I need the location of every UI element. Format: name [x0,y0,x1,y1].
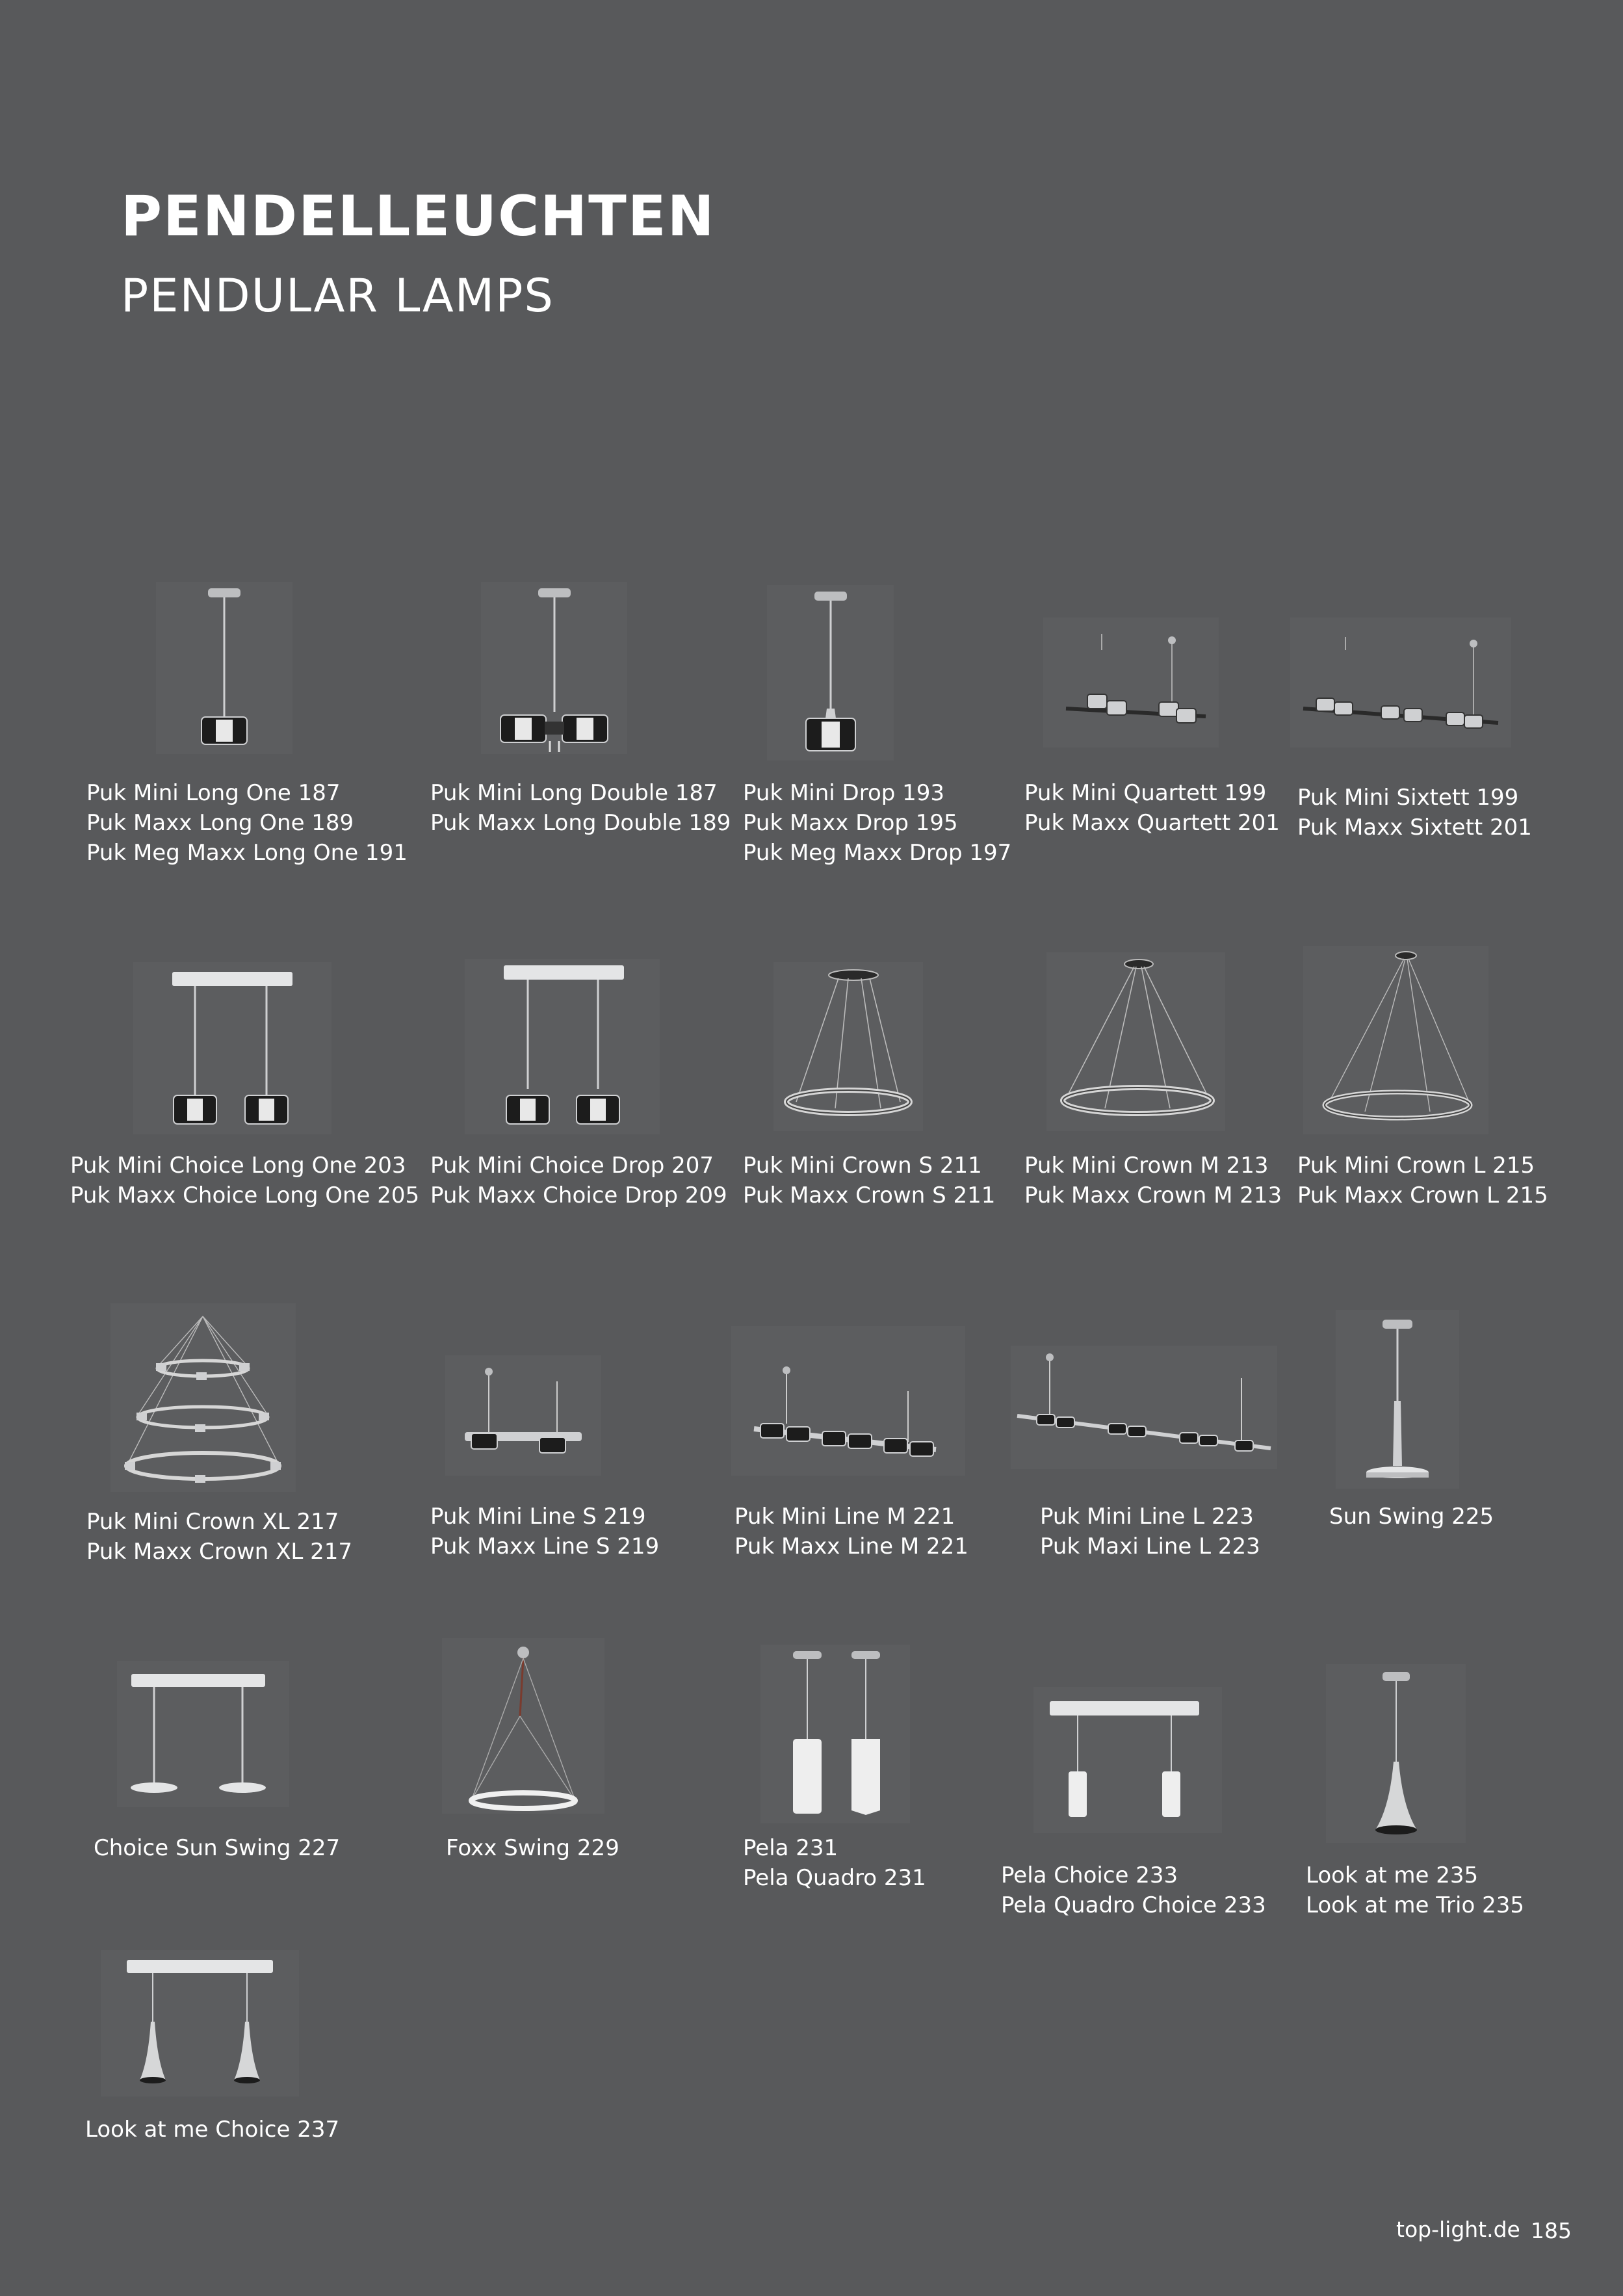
line-s-icon [445,1355,601,1476]
page-number: 185 [1531,2218,1572,2243]
product-caption: Puk Mini Crown M 213 Puk Maxx Crown M 213 [1024,1153,1282,1208]
choice-long-icon [133,962,331,1134]
product-caption: Look at me Choice 237 [85,2117,340,2143]
product-caption: Puk Mini Line L 223 Puk Maxi Line L 223 [1040,1504,1260,1559]
line-m-icon [731,1326,965,1476]
quartett-bar-icon [1043,618,1219,748]
pela-icon [760,1645,910,1823]
look-at-me-choice-icon [101,1950,299,2096]
product-caption: Puk Mini Crown S 211 Puk Maxx Crown S 211 [743,1153,996,1208]
crown-xl-icon [110,1303,296,1492]
product-caption: Pela Choice 233 Pela Quadro Choice 233 [1001,1862,1266,1918]
foxx-swing-icon [442,1638,604,1814]
sixtett-bar-icon [1290,618,1511,748]
product-caption: Pela 231 Pela Quadro 231 [743,1835,926,1891]
product-caption: Foxx Swing 229 [446,1835,619,1861]
drop-pendant-icon [767,585,894,761]
product-caption: Puk Mini Long Double 187 Puk Maxx Long Double 189 [430,780,731,836]
product-caption: Puk Mini Line S 219 Puk Maxx Line S 219 [430,1504,660,1559]
pela-choice-icon [1033,1687,1222,1833]
product-caption: Puk Mini Choice Long One 203 Puk Maxx Choice Long One 205 [70,1153,420,1208]
look-at-me-icon [1326,1664,1466,1843]
choice-sun-swing-icon [117,1661,289,1807]
page-title: PENDELLEUCHTEN [121,184,716,249]
product-caption: Choice Sun Swing 227 [94,1835,341,1861]
crown-l-icon [1303,946,1488,1134]
product-caption: Puk Mini Sixtett 199 Puk Maxx Sixtett 201 [1297,785,1532,841]
crown-m-icon [1046,952,1225,1131]
double-pendant-icon [481,582,627,754]
product-caption: Puk Mini Drop 193 Puk Maxx Drop 195 Puk Meg Maxx Drop 197 [743,780,1012,866]
sun-swing-icon [1336,1310,1459,1489]
page-subtitle: PENDULAR LAMPS [121,269,554,322]
product-caption: Puk Mini Line M 221 Puk Maxx Line M 221 [734,1504,968,1559]
product-caption: Look at me 235 Look at me Trio 235 [1306,1862,1524,1918]
product-caption: Puk Mini Quartett 199 Puk Maxx Quartett 201 [1024,780,1280,836]
crown-s-icon [773,962,923,1131]
product-caption: Puk Mini Long One 187 Puk Maxx Long One 189 Puk Meg Maxx Long One 191 [86,780,408,866]
footer-url[interactable]: top-light.de [1396,2217,1520,2242]
choice-drop-icon [465,959,660,1134]
single-pendant-icon [156,582,292,754]
line-l-icon [1011,1346,1277,1469]
product-caption: Puk Mini Crown XL 217 Puk Maxx Crown XL 217 [86,1509,353,1565]
product-caption: Puk Mini Choice Drop 207 Puk Maxx Choice Drop 209 [430,1153,727,1208]
product-caption: Puk Mini Crown L 215 Puk Maxx Crown L 215 [1297,1153,1548,1208]
product-caption: Sun Swing 225 [1329,1504,1494,1530]
